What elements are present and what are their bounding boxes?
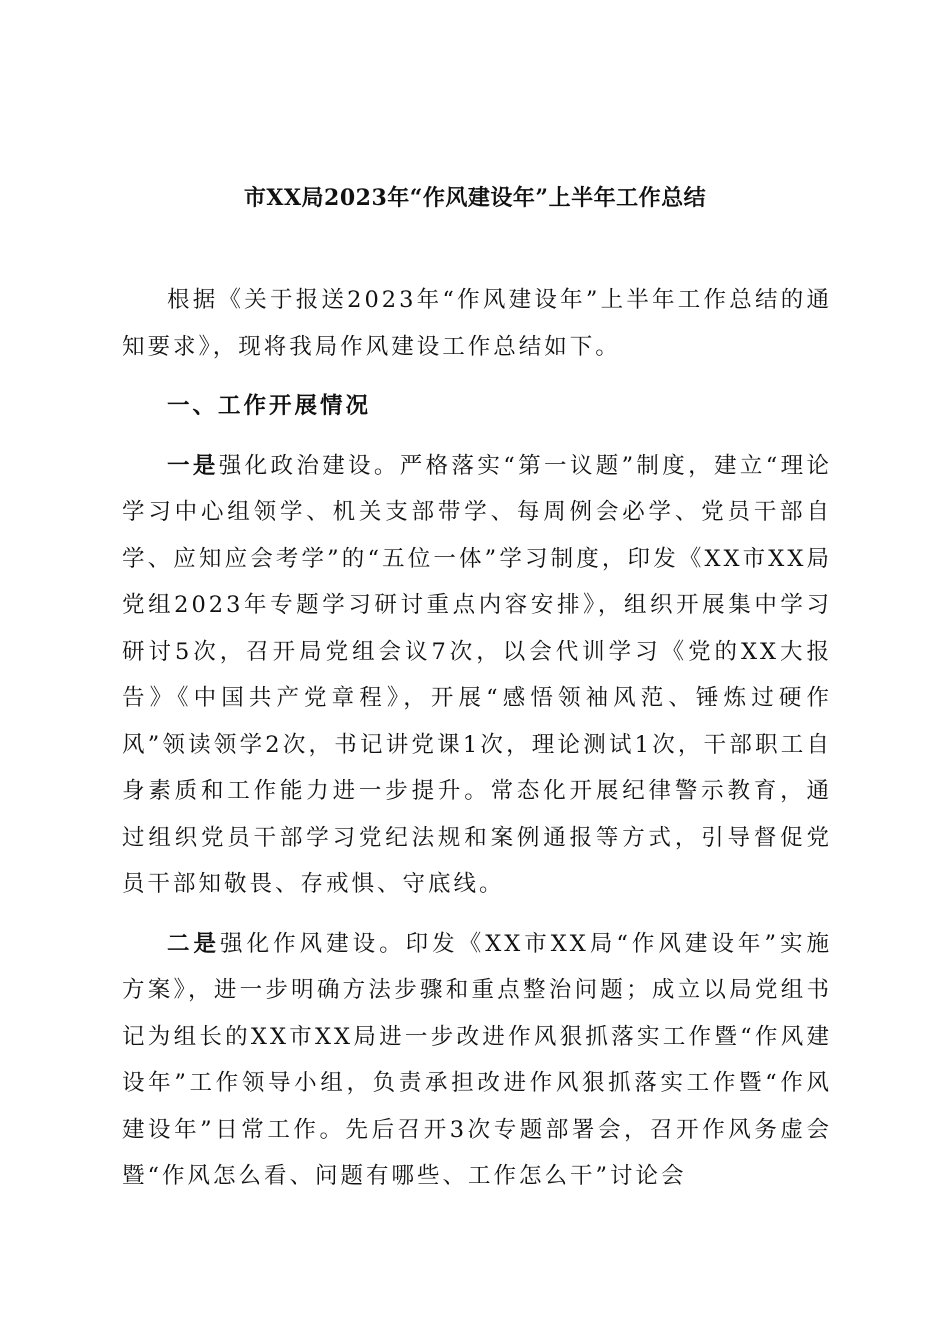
document-body [122,277,832,1213]
item-paragraph-1 [122,443,832,908]
intro-paragraph: 根据《关于报送2023年“作风建设年”上半年工作总结的通知要求》，现将我局作风建设工作总结如下。 [122,287,832,360]
item-lead-2: 二是 [167,930,221,957]
item-text-2: 强化作风建设。印发《XX市XX局“作风建设年”实施方案》，进一步明确方法步骤和重点整治问题；成立以局党组书记为组长的XX市XX局进一步改进作风狠抓落实工作暨“作风建设年”工作领导小组，负责承担改进作风狠抓落实工作暨“作风建设年”日常工作。先后召开3次专题部署会，召开作风务虚会暨“作风怎么看、问题有哪些、工作怎么干”讨论会 [122,930,832,1189]
document-title: 市XX局2023年“作风建设年”上半年工作总结 [243,185,707,211]
section-heading: 一、工作开展情况 [167,393,372,419]
item-lead-1: 一是 [167,452,219,479]
item-paragraph-2 [122,921,832,1200]
item-text-1: 强化政治建设。严格落实“第一议题”制度，建立“理论学习中心组领学、机关支部带学、每周例会必学、党员干部自学、应知应会考学”的“五位一体”学习制度，印发《XX市XX局党组2023年专题学习研讨重点内容安排》，组织开展集中学习研讨5次，召开局党组会议7次，以会代训学习《党的XX大报告》《中国共产党章程》，开展“感悟领袖风范、锤炼过硬作风”领读领学2次，书记讲党课1次，理论测试1次，干部职工自身素质和工作能力进一步提升。常态化开展纪律警示教育，通过组织党员干部学习党纪法规和案例通报等方式，引导督促党员干部知敬畏、存戒惧、守底线。 [122,452,832,897]
